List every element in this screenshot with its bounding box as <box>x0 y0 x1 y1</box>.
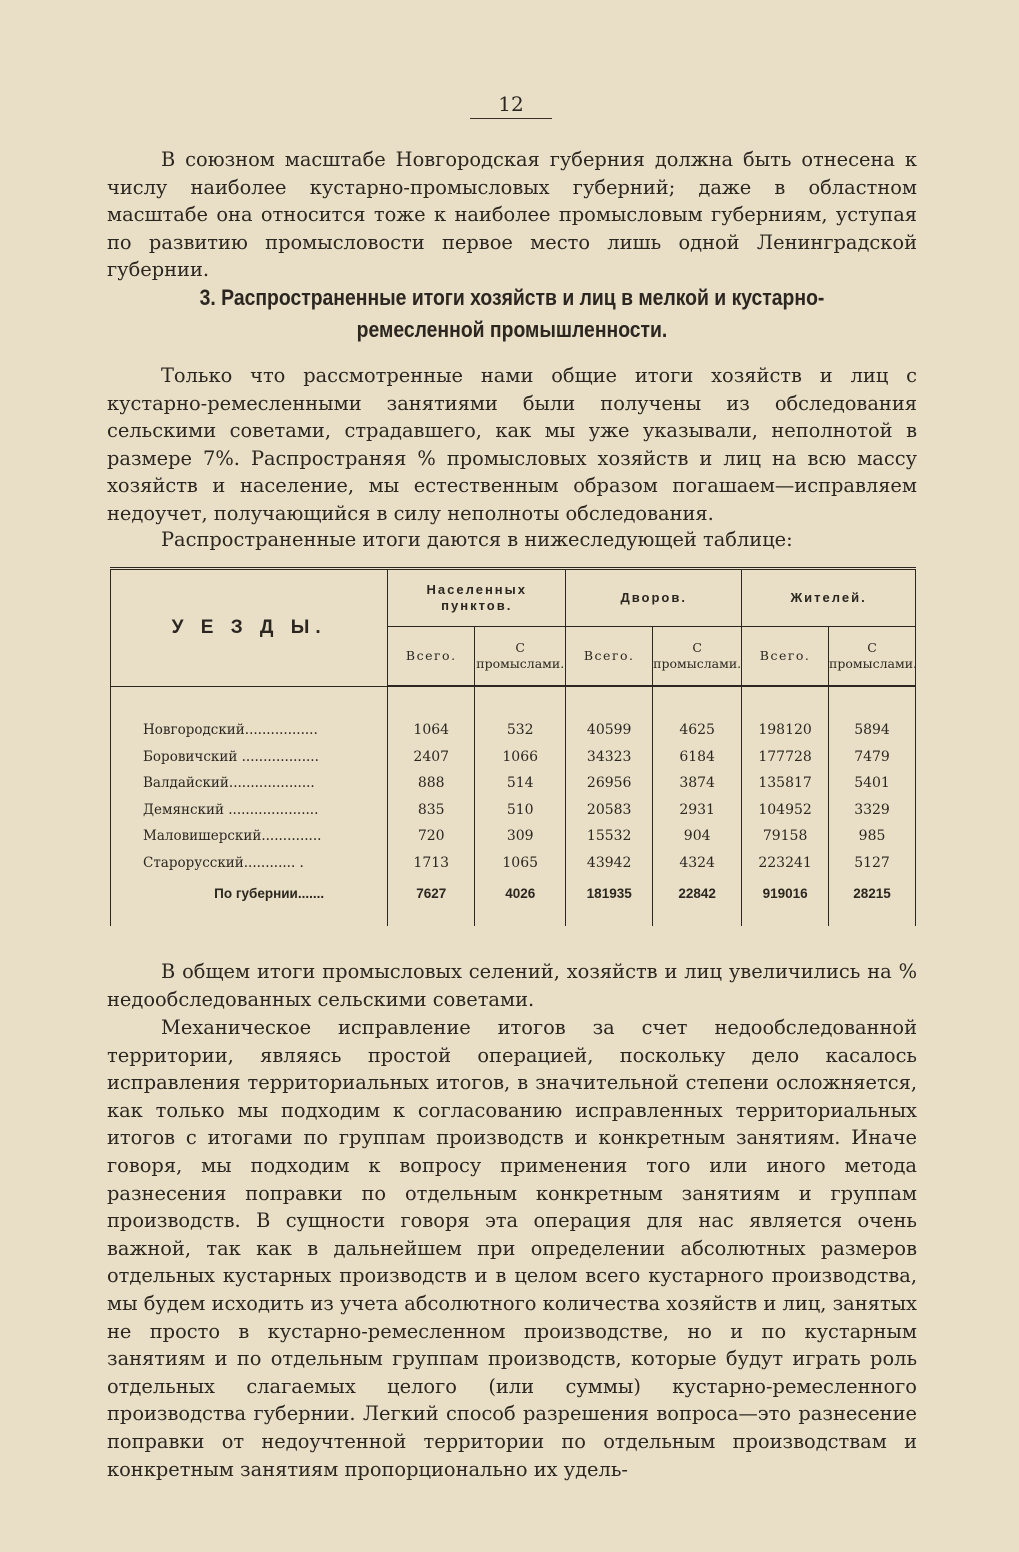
table-cell: 2407 <box>388 744 475 771</box>
table-cell: 135817 <box>742 770 829 797</box>
section-heading: 3. Распространенные итоги хозяйств и лиц в мелкой и кустарно-ремесленной промышленности. <box>199 285 825 342</box>
table-row <box>111 823 916 850</box>
table-cell: 510 <box>475 797 566 824</box>
table-cell: 223241 <box>742 850 829 877</box>
table-cell: 4026 <box>475 876 566 910</box>
table-cell: 514 <box>475 770 566 797</box>
table-header-row <box>111 569 916 627</box>
table-row <box>111 744 916 771</box>
table-cell: 1713 <box>388 850 475 877</box>
paragraph-3: В общем итоги промысловых селений, хозяйств и лиц увеличились на % недообследованных сельскими советами. <box>107 960 917 1011</box>
table-cell: 26956 <box>566 770 653 797</box>
county-label: Новгородский................. <box>111 717 388 744</box>
subheader-with-crafts: С промыслами. <box>475 627 566 687</box>
table-cell: 5401 <box>829 770 916 797</box>
table-cell: 6184 <box>653 744 742 771</box>
county-label: Боровичский .................. <box>111 744 388 771</box>
table-cell: 985 <box>829 823 916 850</box>
table-cell: 532 <box>475 717 566 744</box>
table-cell: 309 <box>475 823 566 850</box>
table-row <box>111 717 916 744</box>
table-row <box>111 770 916 797</box>
subheader-with-crafts: С промыслами. <box>829 627 916 687</box>
page-number: 12 <box>470 92 552 119</box>
paragraph-intro: В союзном масштабе Новгородская губерния должна быть отнесена к числу наиболее кустарно-промысловых губерний; даже в областном масштабе она относится тоже к наиболее промысловым губерниям, уступая по развитию промысловости первое место лишь одной Ленинградской губернии. <box>107 148 917 282</box>
county-label: Валдайский.................... <box>111 770 388 797</box>
table-cell: 104952 <box>742 797 829 824</box>
table-cell: 181935 <box>566 876 653 910</box>
table-cell: 5894 <box>829 717 916 744</box>
table-cell: 20583 <box>566 797 653 824</box>
table-cell: 835 <box>388 797 475 824</box>
table-cell: 888 <box>388 770 475 797</box>
subheader-total: Всего. <box>742 627 829 687</box>
county-label: По губернии....... <box>111 876 388 910</box>
table-cell: 34323 <box>566 744 653 771</box>
table-cell: 22842 <box>653 876 742 910</box>
subheader-total: Всего. <box>566 627 653 687</box>
paragraph-2: Распространенные итоги даются в нижеследующей таблице: <box>161 528 793 551</box>
subheader-total: Всего. <box>388 627 475 687</box>
paragraph-4: Механическое исправление итогов за счет недообследованной территории, являясь простой операцией, поскольку дело касалось исправления территориальных итогов, в значительной степени осложняется, как только мы подходим к согласованию исправленных территориальных итогов с итогами по группам производств и конкретным занятиям. Иначе говоря, мы подходим к вопросу применения того или иного метода разнесения поправки по отдельным конкретным занятиям и группам производств. В сущности говоря эта операция для нас является очень важной, так как в дальнейшем при определении абсолютных размеров отдельных кустарных производств и в целом всего кустарного производства, мы будем исходить из учета абсолютного количества хозяйств и лиц, занятых не просто в кустарно-ремесленном производстве, но и по кустарным занятиям и по отдельным группам производств, которые будут играть роль отдельных слагаемых целого (или суммы) кустарно-ремесленного производства губернии. Легкий способ разрешения вопроса—это разнесение поправки от недоучтенной территории по отдельным производствам и конкретным занятиям пропорционально их удель- <box>107 1016 917 1481</box>
table-cell: 198120 <box>742 717 829 744</box>
county-label: Демянский ..................... <box>111 797 388 824</box>
table-spacer <box>111 686 916 717</box>
table-cell: 1065 <box>475 850 566 877</box>
table-row <box>111 850 916 877</box>
table-cell: 15532 <box>566 823 653 850</box>
table-cell: 2931 <box>653 797 742 824</box>
header-households: Дворов. <box>566 569 742 627</box>
table-cell: 3329 <box>829 797 916 824</box>
table-cell: 40599 <box>566 717 653 744</box>
paragraph-1: Только что рассмотренные нами общие итоги хозяйств и лиц с кустарно-ремесленными занятиями были получены из обследования сельскими советами, страдавшего, как мы уже указывали, неполнотой в размере 7%. Распространяя % промысловых хозяйств и лиц на всю массу хозяйств и население, мы естественным образом погашаем—исправляем недоучет, получающийся в силу неполноты обследования. <box>107 364 917 525</box>
table-cell: 904 <box>653 823 742 850</box>
table-cell: 177728 <box>742 744 829 771</box>
header-counties: У Е З Д Ы. <box>111 569 388 687</box>
table-cell: 43942 <box>566 850 653 877</box>
table-row <box>111 797 916 824</box>
header-residents: Жителей. <box>742 569 916 627</box>
county-label: Старорусский............ . <box>111 850 388 877</box>
county-statistics-table <box>110 567 916 926</box>
table-cell: 720 <box>388 823 475 850</box>
county-label: Маловишерский.............. <box>111 823 388 850</box>
table-cell: 3874 <box>653 770 742 797</box>
table-cell: 7627 <box>388 876 475 910</box>
table-cell: 1066 <box>475 744 566 771</box>
table-cell: 7479 <box>829 744 916 771</box>
table-cell: 5127 <box>829 850 916 877</box>
table-cell: 1064 <box>388 717 475 744</box>
table-cell: 4625 <box>653 717 742 744</box>
table-cell: 919016 <box>742 876 829 910</box>
header-settlements: Населенных пунктов. <box>388 569 566 627</box>
subheader-with-crafts: С промыслами. <box>653 627 742 687</box>
table-bottom-padding <box>111 910 916 926</box>
table-total-row <box>111 876 916 910</box>
table-cell: 28215 <box>829 876 916 910</box>
table-cell: 4324 <box>653 850 742 877</box>
table-cell: 79158 <box>742 823 829 850</box>
